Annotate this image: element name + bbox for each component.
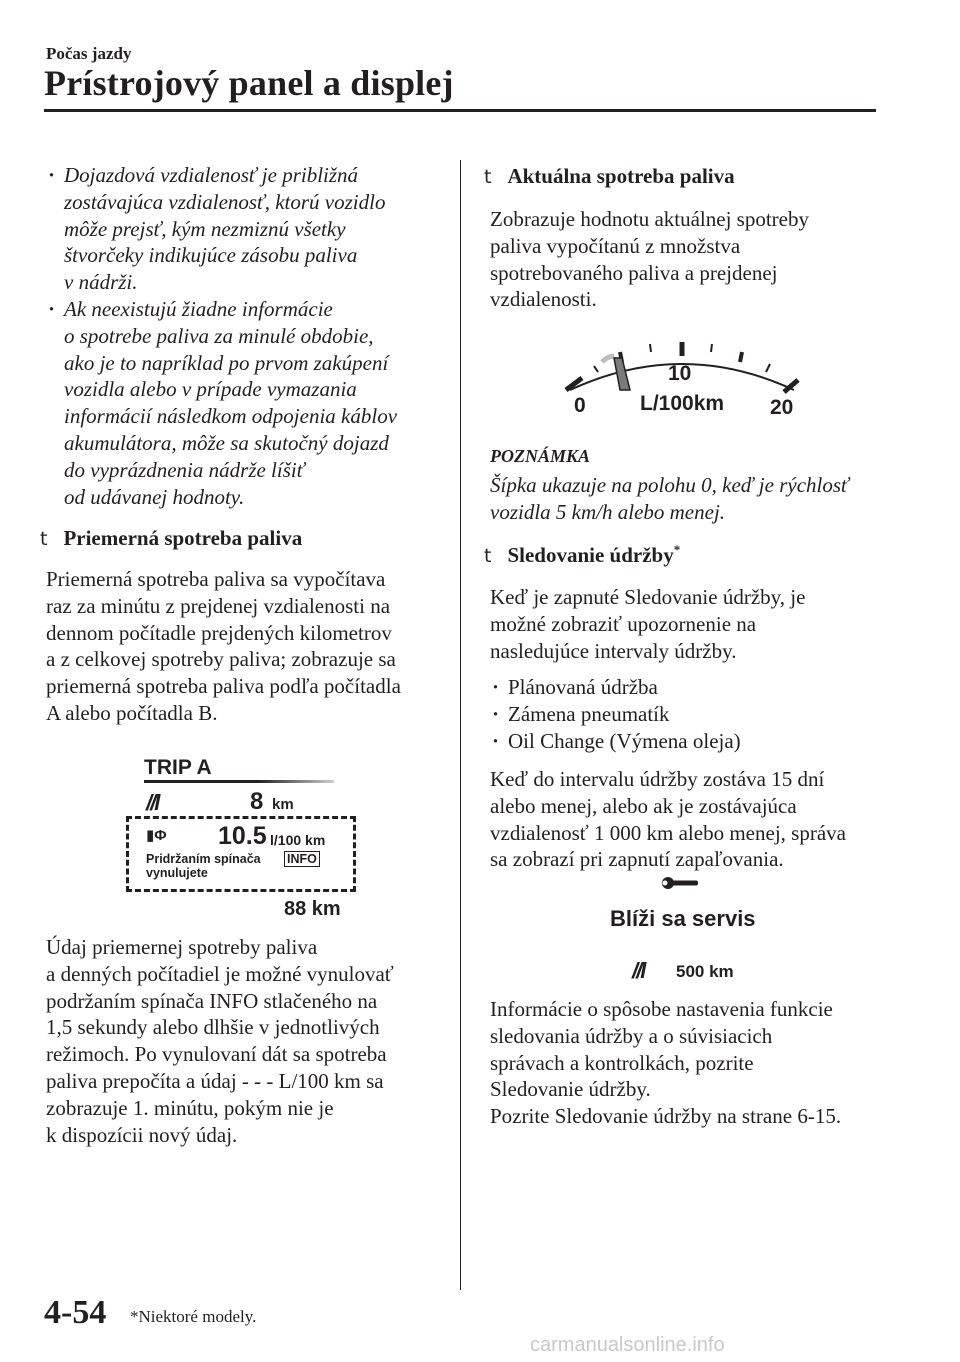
page-title: Prístrojový panel a displej — [44, 63, 454, 103]
service-distance: 500 km — [676, 962, 734, 981]
note-text: Šípka ukazuje na polohu 0, keď je rýchlosť vozidla 5 km/h alebo menej. — [490, 473, 849, 524]
heading-text: Priemerná spotreba paliva — [63, 526, 303, 550]
footnote: *Niektoré modely. — [130, 1307, 257, 1326]
consumption-gauge — [552, 334, 812, 434]
gauge-mid-label: 10 — [668, 362, 692, 385]
heading-average-consumption — [40, 526, 302, 551]
list-item: · Zámena pneumatík — [490, 701, 880, 728]
range-value: 8 — [250, 788, 264, 815]
heading-text: Aktuálna spotreba paliva — [507, 164, 735, 188]
gauge-min-label: 0 — [574, 394, 586, 417]
info-key: INFO — [284, 851, 320, 867]
watermark: carmanualsonline.info — [530, 1334, 725, 1356]
section-label: Počas jazdy — [46, 44, 132, 63]
range-unit: km — [272, 796, 294, 813]
title-rule — [44, 109, 876, 112]
bullet-no-info: · Ak neexistujú žiadne informácie o spotrebe paliva za minulé obdobie, ako je to napríklad po prvom zakúpení vozidla alebo v prípade vymazania informácií následkom odpojenia káblov akumulátora, môže sa skutočný dojazd do vyprázdnenia nádrže líšiť od udávanej hodnoty. — [46, 296, 446, 510]
reset-instruction: vynulujete — [146, 866, 208, 880]
trip-rule — [144, 780, 334, 783]
heading-maintenance-monitor — [484, 543, 680, 568]
heading-current-consumption — [484, 164, 735, 189]
heading-marker: t — [40, 528, 48, 550]
reset-description: Údaj priemernej spotreby paliva a denných počítadiel je možné vynulovať podržaním spínača INFO stlačeného na 1,5 sekundy alebo dlhšie v jednotlivých režimoch. Po vynulovaní dát sa spotreba paliva prepočíta a údaj - - - L/100 km sa zobrazuje 1. minútu, pokým nie je k dispozícii nový údaj. — [46, 935, 394, 1147]
maintenance-list — [490, 674, 880, 754]
gauge-unit: L/100km — [640, 392, 725, 415]
footnote-star: * — [673, 542, 681, 557]
heading-marker: t — [484, 166, 492, 188]
bullet-range: · Dojazdová vzdialenosť je približná zostávajúca vzdialenosť, ktorú vozidlo môže prejsť, kým nezmiznú všetky štvorčeky indikujúce zásobu paliva v nádrži. — [46, 162, 446, 296]
column-divider — [460, 160, 461, 1290]
hold-instruction: Pridržaním spínača — [146, 852, 261, 866]
average-unit: l/100 km — [270, 832, 326, 848]
maintenance-text: Keď je zapnuté Sledovanie údržby, je možné zobraziť upozornenie na nasledujúce intervaly údržby. — [490, 585, 806, 663]
gauge-max-label: 20 — [770, 396, 794, 419]
trip-display-illustration — [120, 752, 360, 922]
trip-label: TRIP A — [144, 756, 212, 779]
wrench-icon — [660, 874, 700, 892]
service-message: Blíži sa servis — [610, 906, 756, 931]
fuel-pump-icon: ▮Φ — [146, 827, 167, 844]
note-label: POZNÁMKA — [490, 446, 591, 466]
odometer-value: 88 km — [284, 898, 341, 920]
info-text: Informácie o spôsobe nastavenia funkcie sledovania údržby a o súvisiacich správach a kontrolkách, pozrite Sledovanie údržby. Pozrite Sledovanie údržby na strane 6-15. — [490, 997, 842, 1129]
fuel-range-icon: //l — [632, 958, 645, 983]
service-message-illustration — [600, 870, 780, 990]
average-consumption-text: Priemerná spotreba paliva sa vypočítava raz za minútu z prejdenej vzdialenosti na dennom počítadle prejdených kilometrov a z celkovej spotreby paliva; zobrazuje sa priemerná spotreba paliva podľa počítadla A alebo počítadla B. — [46, 567, 401, 725]
heading-text: Sledovanie údržby — [507, 543, 674, 567]
fuel-range-icon: //l — [146, 790, 159, 815]
heading-marker: t — [484, 545, 492, 567]
list-item: · Plánovaná údržba — [490, 674, 880, 701]
page-number: 4-54 — [44, 1294, 107, 1331]
list-item: · Oil Change (Výmena oleja) — [490, 728, 880, 755]
left-bullets — [46, 162, 446, 510]
current-consumption-text: Zobrazuje hodnotu aktuálnej spotreby paliva vypočítanú z množstva spotrebovaného paliva a prejdenej vzdialenosti. — [490, 207, 809, 312]
average-value: 10.5 — [218, 822, 267, 850]
maintenance-text-2: Keď do intervalu údržby zostáva 15 dní alebo menej, alebo ak je zostávajúca vzdialenosť 1 000 km alebo menej, správa sa zobrazí pri zapnutí zapaľovania. — [490, 767, 846, 872]
